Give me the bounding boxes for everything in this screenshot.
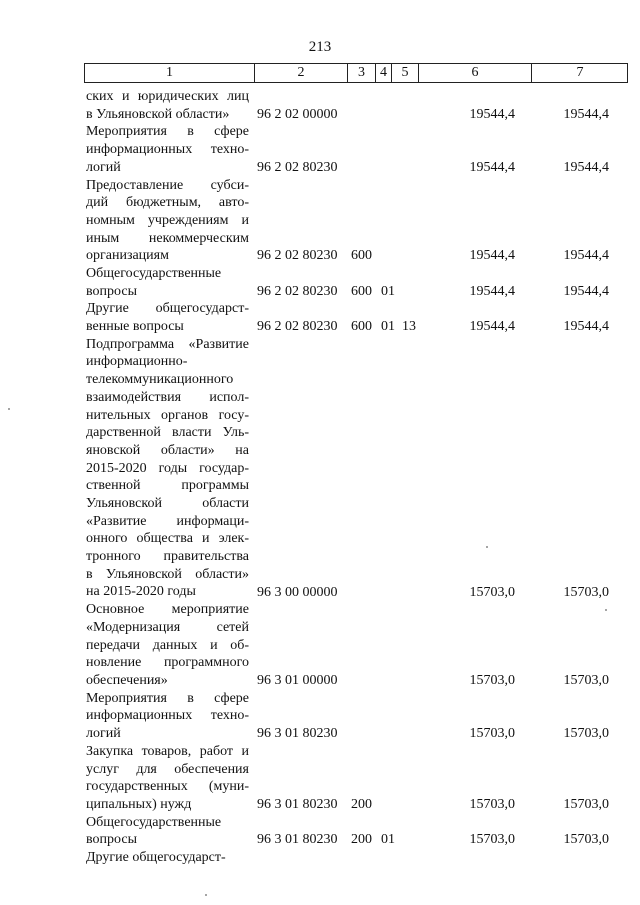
row-description (86, 123, 249, 176)
description-line: государственных (муни- (86, 779, 249, 795)
description-line: иным некоммерческим (86, 230, 249, 246)
row-code: 96 3 01 80230 (257, 796, 338, 812)
row-code: 96 3 00 00000 (257, 584, 338, 600)
row-description (86, 601, 249, 689)
description-line: «Развитие информаци- (86, 513, 249, 529)
row-amount-col6: 15703,0 (469, 832, 515, 848)
table-row (0, 123, 640, 176)
description-line: информационно- (86, 354, 188, 370)
description-line: ципальных) нужд (86, 796, 192, 812)
row-description (86, 300, 249, 335)
table-row (0, 177, 640, 266)
description-line: дарственной власти Уль- (86, 425, 249, 441)
description-line: на 2015-2020 годы (86, 584, 196, 600)
description-line: услуг для обеспечения (86, 761, 249, 777)
table-row (0, 814, 640, 849)
row-subsection: 13 (402, 319, 416, 335)
row-amount-col6: 15703,0 (469, 796, 515, 812)
description-line: ских и юридических лиц (86, 89, 249, 104)
description-line: 2015-2020 годы государ- (86, 460, 249, 476)
row-description (86, 336, 249, 601)
row-section: 01 (381, 319, 395, 335)
row-amount-col7: 19544,4 (563, 106, 609, 122)
description-line: Общегосударственные (86, 814, 222, 830)
table-row (0, 336, 640, 602)
header-col-5: 5 (391, 64, 418, 82)
row-amount-col6: 15703,0 (469, 584, 515, 600)
row-amount-col7: 19544,4 (563, 283, 609, 299)
description-line: «Модернизация сетей (86, 619, 249, 635)
row-description (86, 690, 249, 743)
description-line: логий (86, 159, 121, 175)
description-line: информационных техно- (86, 708, 249, 724)
page-number: 213 (308, 39, 332, 55)
description-line: онного общества и элек- (86, 531, 249, 547)
row-code: 96 2 02 80230 (257, 319, 338, 335)
header-col-4: 4 (375, 64, 391, 82)
header-col-6: 6 (418, 64, 531, 82)
description-line: Закупка товаров, работ и (86, 743, 249, 759)
description-line: новление программного (86, 655, 249, 671)
description-line: Подпрограмма «Развитие (86, 336, 249, 352)
row-code: 96 2 02 80230 (257, 159, 338, 175)
row-amount-col7: 15703,0 (563, 832, 609, 848)
row-amount-col6: 19544,4 (469, 248, 515, 264)
row-amount-col7: 15703,0 (563, 796, 609, 812)
row-amount-col7: 15703,0 (563, 673, 609, 689)
row-amount-col6: 19544,4 (469, 283, 515, 299)
description-line: Другие общегосударст- (86, 850, 226, 866)
row-expense-type: 200 (351, 832, 372, 848)
row-description (86, 814, 249, 849)
description-line: Мероприятия в сфере (86, 124, 249, 140)
row-amount-col7: 19544,4 (563, 248, 609, 264)
table-row (0, 849, 640, 867)
row-expense-type: 600 (351, 319, 372, 335)
row-code: 96 3 01 00000 (257, 673, 338, 689)
description-line: тронного правительства (86, 549, 249, 565)
row-code: 96 3 01 80230 (257, 726, 338, 742)
row-description (86, 88, 249, 123)
row-amount-col6: 19544,4 (469, 319, 515, 335)
scan-speck (605, 609, 607, 611)
table-row (0, 300, 640, 335)
table-row (0, 88, 640, 123)
table-row (0, 265, 640, 300)
description-line: Другие общегосударст- (86, 301, 249, 317)
scan-speck (486, 546, 488, 548)
row-expense-type: 200 (351, 796, 372, 812)
header-col-3: 3 (347, 64, 375, 82)
row-description (86, 177, 249, 265)
row-code: 96 2 02 00000 (257, 106, 338, 122)
description-line: телекоммуникационного (86, 372, 234, 388)
row-amount-col7: 19544,4 (563, 159, 609, 175)
description-line: ственной программы (86, 478, 249, 494)
row-section: 01 (381, 283, 395, 299)
description-line: обеспечения» (86, 673, 168, 689)
row-section: 01 (381, 832, 395, 848)
header-col-1: 1 (166, 65, 173, 80)
row-amount-col6: 19544,4 (469, 159, 515, 175)
table-row (0, 690, 640, 743)
description-line: взаимодействия испол- (86, 389, 249, 405)
row-code: 96 3 01 80230 (257, 832, 338, 848)
row-amount-col7: 19544,4 (563, 319, 609, 335)
description-line: Мероприятия в сфере (86, 690, 249, 706)
description-line: информационных техно- (86, 142, 249, 158)
row-amount-col6: 19544,4 (469, 106, 515, 122)
description-line: вопросы (86, 283, 137, 299)
row-description (86, 849, 249, 867)
header-col-2: 2 (254, 64, 347, 82)
description-line: Ульяновской области (86, 495, 249, 511)
row-code: 96 2 02 80230 (257, 248, 338, 264)
description-line: нительных органов госу- (86, 407, 249, 423)
description-line: венные вопросы (86, 319, 184, 335)
scan-speck (205, 894, 207, 896)
row-amount-col7: 15703,0 (563, 584, 609, 600)
header-col-7: 7 (531, 64, 628, 82)
description-line: дий бюджетным, авто- (86, 195, 249, 211)
row-amount-col7: 15703,0 (563, 726, 609, 742)
row-amount-col6: 15703,0 (469, 673, 515, 689)
description-line: Общегосударственные (86, 266, 222, 281)
description-line: Основное мероприятие (86, 602, 249, 618)
description-line: в Ульяновской области» (86, 566, 249, 582)
description-line: Предоставление субси- (86, 177, 249, 193)
description-line: логий (86, 726, 121, 742)
row-amount-col6: 15703,0 (469, 726, 515, 742)
scan-speck (8, 408, 10, 410)
row-expense-type: 600 (351, 283, 372, 299)
row-description (86, 743, 249, 814)
description-line: номным учреждениям и (86, 212, 249, 228)
description-line: вопросы (86, 832, 137, 848)
row-description (86, 265, 249, 300)
description-line: в Ульяновской области» (86, 106, 230, 122)
table-row (0, 601, 640, 690)
description-line: передачи данных и об- (86, 637, 249, 653)
row-code: 96 2 02 80230 (257, 283, 338, 299)
description-line: яновской области» на (86, 442, 249, 458)
description-line: организациям (86, 248, 169, 264)
row-expense-type: 600 (351, 248, 372, 264)
table-row (0, 743, 640, 814)
